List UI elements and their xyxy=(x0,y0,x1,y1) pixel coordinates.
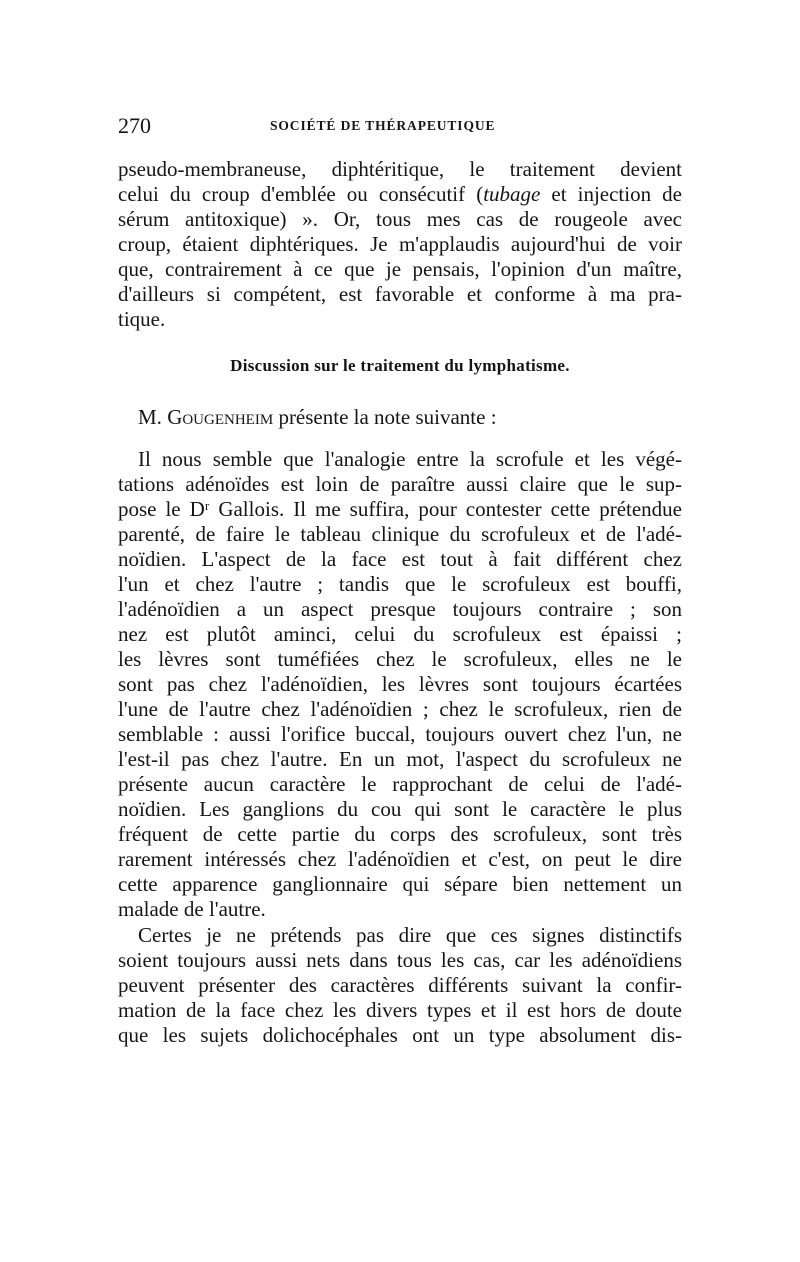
text-line: mation de la face chez les divers types et il est hors de doute xyxy=(118,998,682,1022)
text-line: parenté, de faire le tableau clinique du scrofuleux et de l'adé- xyxy=(118,522,682,546)
text-line: Il nous semble que l'analogie entre la scrofule et les végé- xyxy=(138,447,682,471)
running-title: SOCIÉTÉ DE THÉRAPEUTIQUE xyxy=(270,118,496,133)
text-line: peuvent présenter des caractères différents suivant la confir- xyxy=(118,973,682,997)
text-line: l'adénoïdien a un aspect presque toujours contraire ; son xyxy=(118,597,682,621)
text-line: Certes je ne prétends pas dire que ces signes distinctifs xyxy=(138,923,682,947)
text-line: l'est-il pas chez l'autre. En un mot, l'aspect du scrofuleux ne xyxy=(118,747,682,771)
text-line: présente aucun caractère le rapprochant de celui de l'adé- xyxy=(118,772,682,796)
page-header xyxy=(118,112,682,142)
text-line: sont pas chez l'adénoïdien, les lèvres sont toujours écartées xyxy=(118,672,682,696)
text-line: semblable : aussi l'orifice buccal, toujours ouvert chez l'un, ne xyxy=(118,722,682,746)
text-line: sérum antitoxique) ». Or, tous mes cas de rougeole avec xyxy=(118,207,682,231)
text-line: que les sujets dolichocéphales ont un type absolument dis- xyxy=(118,1023,682,1047)
text-line: tations adénoïdes est loin de paraître aussi claire que le sup- xyxy=(118,472,682,496)
italic-term: tubage xyxy=(483,182,541,206)
text-line: tique. xyxy=(118,307,166,331)
text-line: cette apparence ganglionnaire qui sépare bien nettement un xyxy=(118,872,682,896)
text-line: fréquent de cette partie du corps des scrofuleux, sont très xyxy=(118,822,682,846)
text-line: que, contrairement à ce que je pensais, l'opinion d'un maître, xyxy=(118,257,682,281)
text-line: croup, étaient diphtériques. Je m'applaudis aujourd'hui de voir xyxy=(118,232,682,256)
text-line: noïdien. Les ganglions du cou qui sont le caractère le plus xyxy=(118,797,682,821)
text-line: noïdien. L'aspect de la face est tout à fait différent chez xyxy=(118,547,682,571)
section-heading: Discussion sur le traitement du lymphatisme. xyxy=(230,356,570,375)
text-line: nez est plutôt aminci, celui du scrofuleux est épaissi ; xyxy=(118,622,682,646)
speaker-name: Gougenheim xyxy=(167,405,274,429)
speaker-rest: présente la note suivante : xyxy=(273,405,497,429)
page-number: 270 xyxy=(118,113,151,138)
text-line: les lèvres sont tuméfiées chez le scrofuleux, elles ne le xyxy=(118,647,682,671)
text-line: l'un et chez l'autre ; tandis que le scrofuleux est bouffi, xyxy=(118,572,682,596)
speaker-intro xyxy=(118,404,497,430)
text-line: celui du croup d'emblée ou consécutif (tubage et injection de xyxy=(118,182,682,206)
text-line: rarement intéressés chez l'adénoïdien et c'est, on peut le dire xyxy=(118,847,682,871)
text-line: soient toujours aussi nets dans tous les cas, car les adénoïdiens xyxy=(118,948,682,972)
speaker-prefix: M. xyxy=(138,405,168,429)
text-line: l'une de l'autre chez l'adénoïdien ; chez le scrofuleux, rien de xyxy=(118,697,682,721)
text-line: d'ailleurs si compétent, est favorable et conforme à ma pra- xyxy=(118,282,682,306)
text-line: pose le Dʳ Gallois. Il me suffira, pour contester cette prétendue xyxy=(118,497,682,521)
text-line: malade de l'autre. xyxy=(118,897,266,921)
text-line: pseudo-membraneuse, diphtéritique, le traitement devient xyxy=(118,157,682,181)
